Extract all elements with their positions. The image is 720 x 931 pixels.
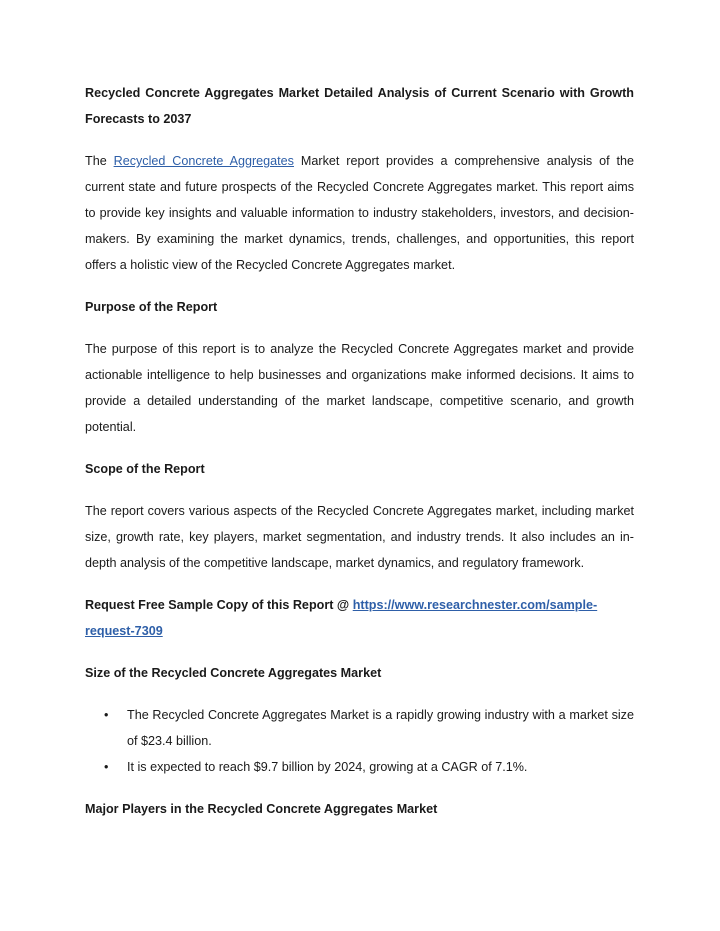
scope-paragraph: The report covers various aspects of the Recycled Concrete Aggregates market, including market size, growth rate, key players, market segmentation, and industry trends. It also includes an in-depth analysis of the competitive landscape, market dynamics, and regulatory framework. [85, 504, 634, 570]
intro-paragraph [85, 148, 634, 278]
document-title: Recycled Concrete Aggregates Market Detailed Analysis of Current Scenario with Growth Forecasts to 2037 [85, 86, 634, 126]
bullet-icon: • [104, 760, 109, 774]
market-size-heading: Size of the Recycled Concrete Aggregates Market [85, 666, 382, 680]
major-players-heading: Major Players in the Recycled Concrete Aggregates Market [85, 802, 438, 816]
document-body [85, 80, 634, 838]
bullet-text: It is expected to reach $9.7 billion by 2024, growing at a CAGR of 7.1%. [127, 760, 528, 774]
intro-prefix: The [85, 154, 107, 168]
scope-heading: Scope of the Report [85, 462, 205, 476]
sample-request-line [85, 592, 634, 644]
market-size-list [85, 702, 634, 780]
intro-body: Market report provides a comprehensive analysis of the current state and future prospects of the Recycled Concrete Aggregates market. This report aims to provide key insights and valuable information to industry stakeholders, investors, and decision-makers. By examining the market dynamics, trends, challenges, and opportunities, this report offers a holistic view of the Recycled Concrete Aggregates market. [85, 154, 634, 272]
list-item [85, 702, 634, 754]
purpose-paragraph: The purpose of this report is to analyze the Recycled Concrete Aggregates market and provide actionable intelligence to help businesses and organizations make informed decisions. It aims to provide a detailed understanding of the market landscape, competitive scenario, and growth potential. [85, 342, 634, 434]
recycled-concrete-aggregates-link[interactable]: Recycled Concrete Aggregates [113, 154, 294, 168]
list-item [85, 754, 634, 780]
bullet-text: The Recycled Concrete Aggregates Market is a rapidly growing industry with a market size of $23.4 billion. [127, 708, 634, 748]
sample-request-label: Request Free Sample Copy of this Report @ [85, 598, 350, 612]
sample-request-link[interactable]: https://www.researchnester.com/sample-request-7309 [85, 598, 598, 638]
bullet-icon: • [104, 708, 109, 722]
purpose-heading: Purpose of the Report [85, 300, 218, 314]
